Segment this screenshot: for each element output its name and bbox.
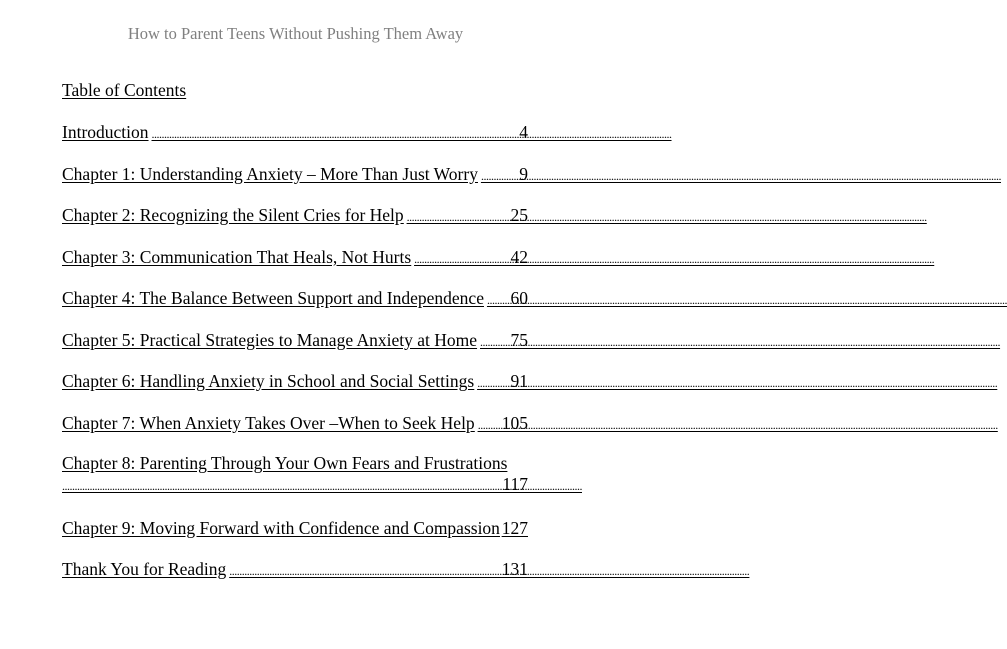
toc-entry-label: Introduction xyxy=(62,122,149,142)
toc-entry-chapter-1[interactable] xyxy=(62,163,528,185)
toc-entry-thank-you[interactable] xyxy=(62,558,528,580)
toc-entry-page: 25 xyxy=(510,205,528,225)
toc-entry-page: 9 xyxy=(519,163,528,184)
toc-leader-dots xyxy=(229,560,498,582)
toc-entry-chapter-4[interactable] xyxy=(62,287,528,309)
toc-entry-introduction[interactable] xyxy=(62,121,528,143)
toc-entry-continuation xyxy=(62,474,528,497)
toc-entry-chapter-5[interactable] xyxy=(62,329,528,351)
toc-leader-dots xyxy=(477,372,507,394)
toc-entry-chapter-3[interactable] xyxy=(62,246,528,268)
toc-entry-label: Chapter 2: Recognizing the Silent Cries for Help xyxy=(62,205,404,225)
toc-entry-page: 127 xyxy=(501,517,528,538)
toc-entry-page: 131 xyxy=(501,559,528,579)
toc-entry-label: Chapter 1: Understanding Anxiety – More Than Just Worry xyxy=(62,163,478,184)
toc-entry-page: 4 xyxy=(519,122,528,142)
toc-leader-dots xyxy=(478,414,499,436)
toc-entry-page: 91 xyxy=(510,371,528,391)
toc-title: Table of Contents xyxy=(62,80,187,100)
toc-entry-label: Chapter 9: Moving Forward with Confidence and Compassion xyxy=(62,517,500,538)
toc-leader-dots xyxy=(480,331,507,353)
toc-entry-page: 105 xyxy=(501,412,528,433)
toc-entry-page: 60 xyxy=(510,288,528,308)
toc-entry-page: 42 xyxy=(510,246,528,267)
table-of-contents xyxy=(62,79,528,600)
toc-entry-label: Chapter 6: Handling Anxiety in School and Social Settings xyxy=(62,371,475,391)
toc-entry-chapter-7[interactable] xyxy=(62,412,528,434)
toc-entry-chapter-6[interactable] xyxy=(62,370,528,392)
toc-entry-label: Chapter 7: When Anxiety Takes Over –When to Seek Help xyxy=(62,412,475,433)
toc-entry-page: 117 xyxy=(502,474,528,494)
toc-entry-label: Chapter 3: Communication That Heals, Not Hurts xyxy=(62,246,412,267)
toc-entry-label: Chapter 5: Practical Strategies to Manage Anxiety at Home xyxy=(62,329,478,350)
toc-entry-chapter-9[interactable] xyxy=(62,517,528,539)
toc-entry-label: Chapter 8: Parenting Through Your Own Fears and Frustrations xyxy=(62,453,508,473)
toc-leader-dots xyxy=(407,206,508,228)
toc-leader-dots xyxy=(481,165,516,187)
toc-entry-label: Chapter 4: The Balance Between Support and Independence xyxy=(62,288,484,308)
toc-leader-dots xyxy=(62,476,499,497)
toc-leader-dots xyxy=(487,289,508,311)
document-header: How to Parent Teens Without Pushing Them Away xyxy=(127,24,464,43)
toc-leader-dots xyxy=(152,123,517,145)
toc-entry-label: Thank You for Reading xyxy=(62,559,227,579)
toc-entry-chapter-8[interactable] xyxy=(62,453,528,497)
toc-entry-chapter-2[interactable] xyxy=(62,204,528,226)
toc-leader-dots xyxy=(414,248,507,270)
toc-entry-page: 75 xyxy=(510,329,528,350)
